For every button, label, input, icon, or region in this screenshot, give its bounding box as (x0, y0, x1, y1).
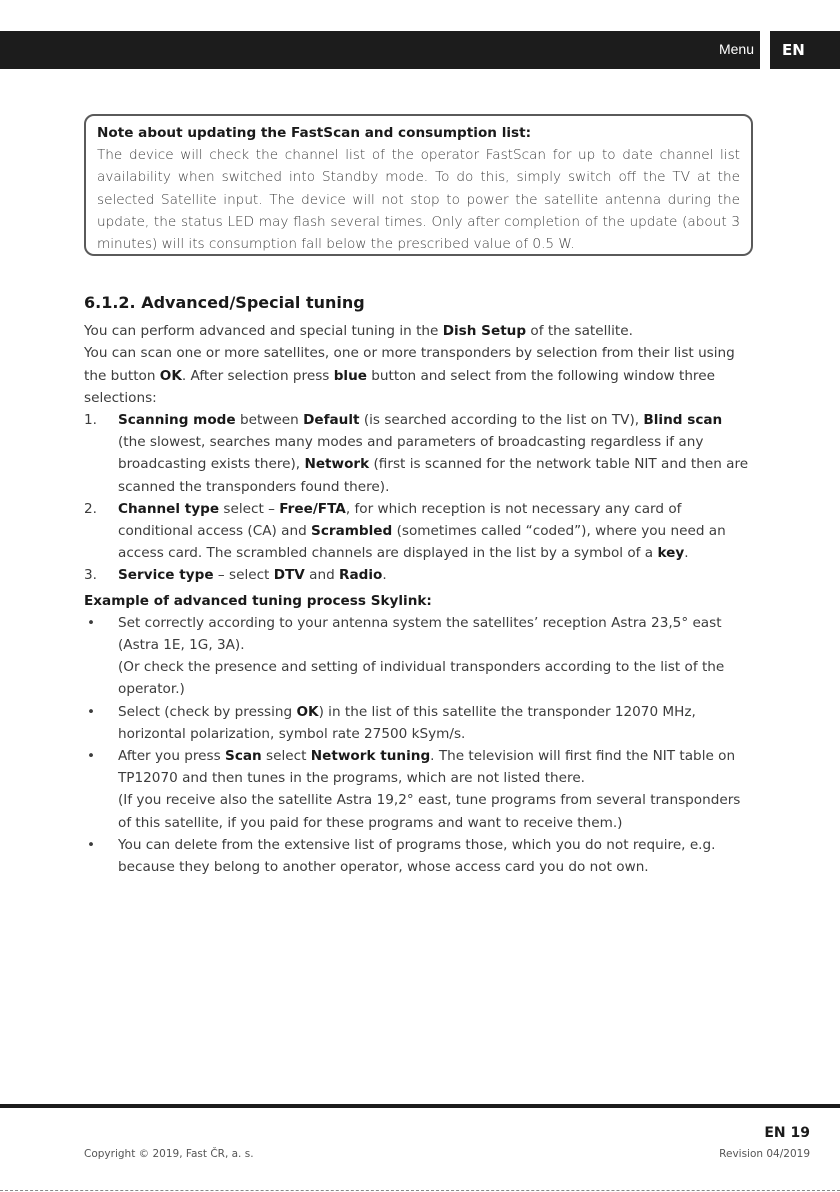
paragraph-2: You can scan one or more satellites, one or more transponders by selection from their list using the button OK. After selection press blue button and select from the following window three selections: (84, 345, 735, 406)
list-item: • Set correctly according to your antenna system the satellites’ reception Astra 23,5° east (Astra 1E, 1G, 3A). (Or check the presence and setting of individual transponders according to the list of the operator.) (87, 614, 725, 698)
list-item: 1. Scanning mode between Default (is searched according to the list on TV), Blind scan (the slowest, searches many modes and parameters of broadcasting regardless if any broadcasting exists there), Network (first is scanned for the network table NIT and then are scanned the transponders found there). (84, 412, 749, 495)
footer-divider (0, 1104, 840, 1108)
list-item: • You can delete from the extensive list of programs those, which you do not require, e.g. because they belong to another operator, whose access card you do not own. (87, 836, 716, 876)
note-body: The device will check the channel list of the operator FastScan for up to date channel list availability when switched into Standby mode. To do this, simply switch off the TV at the selected Satellite input. The device will not stop to power the satellite antenna during the update, the status LED may flash several times. Only after completion of the update (about 3 minutes) will its consumption fall below the prescribed value of 0.5 W. (97, 147, 740, 253)
language-badge: EN (770, 31, 840, 69)
list-item: 3. Service type – select DTV and Radio. (84, 567, 387, 584)
note-title: Note about updating the FastScan and consumption list: (97, 125, 532, 141)
example-title: Example of advanced tuning process Skylink: (84, 592, 432, 609)
section-heading: 6.1.2. Advanced/Special tuning (84, 293, 365, 312)
numbered-list (84, 409, 754, 587)
main-content (84, 292, 754, 878)
list-item: 2. Channel type select – Free/FTA, for which reception is not necessary any card of conditional access (CA) and Scrambled (sometimes called “coded”), where you need an access card. The scrambled channels are displayed in the list by a symbol of a key. (84, 500, 726, 562)
paragraph-1: You can perform advanced and special tuning in the Dish Setup of the satellite. (84, 323, 633, 340)
top-bar (0, 31, 760, 69)
list-item: • Select (check by pressing OK) in the list of this satellite the transponder 12070 MHz, horizontal polarization, symbol rate 27500 kSym/s. (87, 703, 696, 742)
list-item: • After you press Scan select Network tuning. The television will first find the NIT table on TP12070 and then tunes in the programs, which are not listed there. (If you receive also the satellite Astra 19,2° east, tune programs from several transponders of this satellite, if you paid for these programs and want to receive them.) (87, 748, 741, 831)
bullet-list (84, 612, 754, 878)
page-number: EN 19 (764, 1125, 810, 1141)
note-box (84, 114, 753, 256)
menu-link[interactable]: Menu (718, 41, 754, 57)
revision: Revision 04/2019 (719, 1148, 810, 1160)
copyright: Copyright © 2019, Fast ČR, a. s. (84, 1148, 254, 1160)
